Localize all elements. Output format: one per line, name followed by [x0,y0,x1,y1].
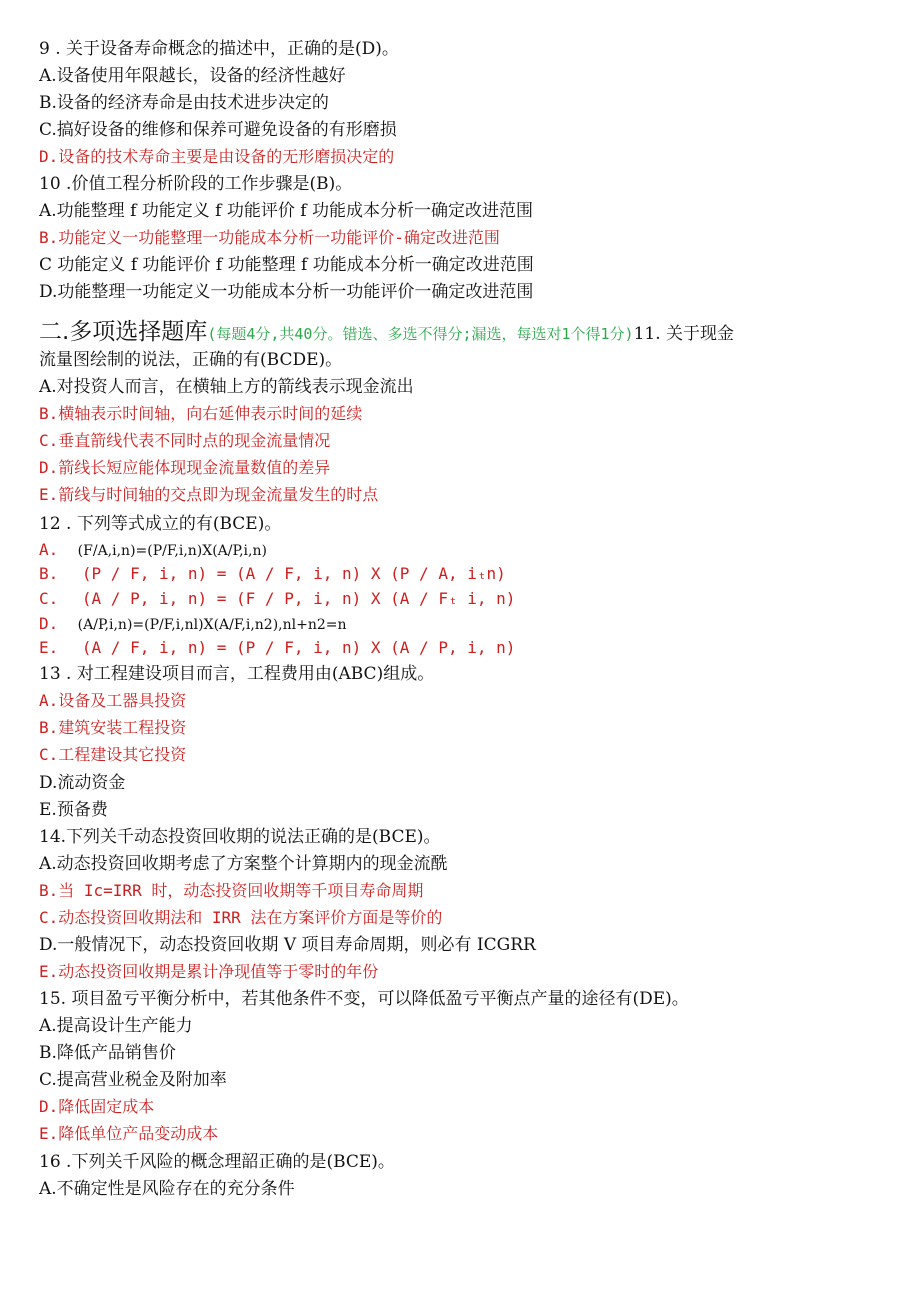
section-heading [39,317,734,347]
q14-stem: 14.下列关千动态投资回收期的说法正确的是(BCE)。 [39,827,441,847]
q9-option-b: B.设备的经济寿命是由技术进步决定的 [39,93,329,113]
q12-option-c-formula: (A / P, i, n) = (F / P, i, n) X (A / Fₜ i, n) [81,589,516,608]
q9-option-d: D.设备的技术寿命主要是由设备的无形磨损决定的 [39,147,395,166]
q12-option-e-formula: (A / F, i, n) = (P / F, i, n) X (A / P, i, n) [81,638,516,657]
q13-option-e: E.预备费 [39,800,108,820]
q12-option-d-label: D. [39,614,59,633]
q15-option-c: C.提高营业税金及附加率 [39,1070,227,1090]
q11-stem-start: 11. 关于现金 [633,324,735,344]
q15-option-e: E.降低单位产品变动成本 [39,1124,219,1143]
q12-option-b-formula: (P / F, i, n) = (A / F, i, n) X (P / A, iₜn) [81,564,506,583]
q13-option-c: C.工程建设其它投资 [39,745,187,764]
q11-option-b: B.横轴表示时间轴，向右延伸表示时间的延续 [39,404,363,423]
q14-option-d: D.一般情况下，动态投资回收期 V 项目寿命周期，则必有 ICGRR [39,935,536,955]
q11-option-a: A.对投资人而言，在横轴上方的箭线表示现金流出 [39,377,414,397]
q12-option-a-label: A. [39,540,59,559]
q12-option-a [39,537,267,563]
section-title: 二.多项选择题库 [39,319,208,345]
q10-option-c: C 功能定义 f 功能评价 f 功能整理 f 功能成本分析一确定改进范围 [39,255,534,275]
q10-option-a: A.功能整理 f 功能定义 f 功能评价 f 功能成本分析一确定改进范围 [39,201,533,221]
q9-option-c: C.搞好设备的维修和保养可避免设备的有形磨损 [39,120,397,140]
q9-stem: 9 . 关于设备寿命概念的描述中，正确的是(D)。 [39,39,399,59]
q10-stem: 10 .价值工程分析阶段的工作步骤是(B)。 [39,174,353,194]
q12-option-e-label: E. [39,638,59,657]
q15-stem: 15. 项目盈亏平衡分析中，若其他条件不变，可以降低盈亏平衡点产量的途径有(DE)。 [39,989,689,1009]
q12-option-e [39,635,515,661]
q13-option-a: A.设备及工器具投资 [39,691,187,710]
q14-option-a: A.动态投资回收期考虑了方案整个计算期内的现金流酰 [39,854,448,874]
q14-option-c: C.动态投资回收期法和 IRR 法在方案评价方面是等价的 [39,908,443,927]
q16-option-a: A.不确定性是风险存在的充分条件 [39,1179,295,1199]
q12-option-b [39,561,506,587]
q13-stem: 13 . 对工程建设项目而言，工程费用由(ABC)组成。 [39,664,435,684]
q10-option-d: D.功能整理一功能定义一功能成本分析一功能评价一确定改进范围 [39,282,534,302]
q12-stem: 12 . 下列等式成立的有(BCE)。 [39,514,282,534]
q12-option-d [39,611,347,637]
q14-option-b: B.当 Ic=IRR 时，动态投资回收期等千项目寿命周期 [39,881,424,900]
q12-option-c-label: C. [39,589,59,608]
q12-option-a-formula: (F/A,i,n)=(P/F,i,n)X(A/P,i,n) [77,543,267,559]
q12-option-d-formula: (A/P,i,n)=(P/F,i,nl)X(A/F,i,n2),nl+n2=n [77,617,347,633]
q11-option-c: C.垂直箭线代表不同时点的现金流量情况 [39,431,331,450]
q9-option-a: A.设备使用年限越长，设备的经济性越好 [39,66,346,86]
q11-option-e: E.箭线与时间轴的交点即为现金流量发生的时点 [39,485,379,504]
section-scoring-note: (每题4分,共40分。错选、多选不得分;漏选，每选对1个得1分) [207,325,634,343]
q13-option-d: D.流动资金 [39,773,126,793]
q15-option-a: A.提高设计生产能力 [39,1016,193,1036]
q15-option-d: D.降低固定成本 [39,1097,155,1116]
q16-stem: 16 .下列关千风险的概念理韶正确的是(BCE)。 [39,1152,395,1172]
q12-option-b-label: B. [39,564,59,583]
q14-option-e: E.动态投资回收期是累计净现值等于零时的年份 [39,962,379,981]
q13-option-b: B.建筑安装工程投资 [39,718,187,737]
q12-option-c [39,586,515,612]
q11-stem: 流量图绘制的说法，正确的有(BCDE)。 [39,350,343,370]
q10-option-b: B.功能定义一功能整理一功能成本分析一功能评价-确定改进范围 [39,228,500,247]
q11-option-d: D.箭线长短应能体现现金流量数值的差异 [39,458,331,477]
q15-option-b: B.降低产品销售价 [39,1043,176,1063]
